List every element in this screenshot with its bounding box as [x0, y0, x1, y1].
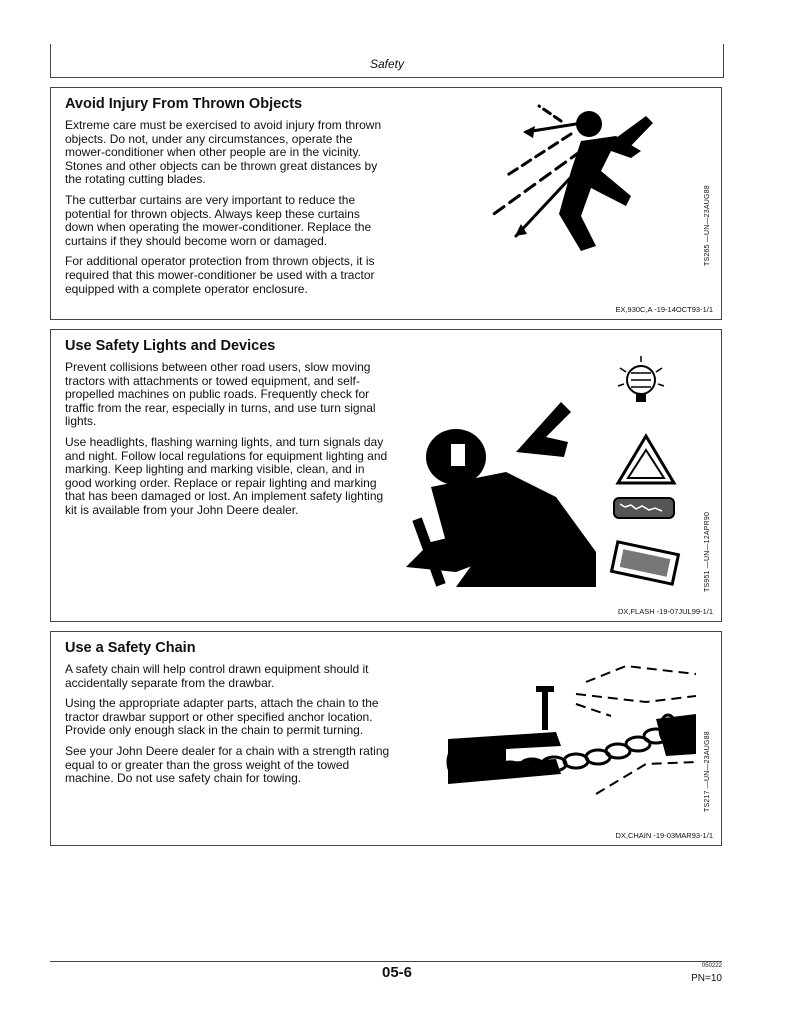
- paragraph: The cutterbar curtains are very important to reduce the potential for thrown objects. Always keep these curtains down when operating the mower-conditioner. Replace the curtains if they should become worn or damaged.: [65, 192, 372, 248]
- figure-id: TS265 —UN—23AUG88: [704, 185, 711, 266]
- paragraph: Prevent collisions between other road users, slow moving tractors with attachments or towed equipment, and self-propelled machines on public roads. Frequently check for traffic from the rear, especially in turns, and use turn signal lights.: [65, 360, 376, 429]
- figure-id: TS951 —UN—12APR90: [704, 511, 711, 592]
- paragraph: See your John Deere dealer for a chain with a strength rating equal to or greater than the gross weight of the towed machine. Do not use safety chain for towing.: [65, 743, 390, 786]
- safety-devices-icons: [606, 348, 686, 598]
- flashing-light-icon: [618, 356, 664, 402]
- section-text: [65, 663, 390, 793]
- figure-id: TS217 —UN—23AUG88: [704, 731, 711, 812]
- document-code: EX,930C,A -19-14OCT93-1/1: [615, 305, 713, 314]
- paragraph: Using the appropriate adapter parts, attach the chain to the tractor drawbar support or other specified anchor location. Provide only enough slack in the chain to permit turning.: [65, 696, 379, 738]
- revision-code: 050222: [701, 963, 722, 969]
- reflective-tape-icon: [614, 498, 674, 518]
- section-text: [65, 119, 390, 303]
- thrown-objects-illustration: [431, 96, 681, 256]
- pn-label: PN=10: [691, 973, 722, 984]
- operator-illustration: [396, 382, 621, 587]
- document-code: DX,FLASH -19-07JUL99-1/1: [617, 607, 713, 616]
- section-title: Use Safety Lights and Devices: [65, 338, 276, 354]
- page-header: [50, 44, 724, 78]
- section-text: [65, 361, 390, 525]
- section-title: Use a Safety Chain: [65, 640, 196, 656]
- paragraph: Extreme care must be exercised to avoid injury from thrown objects. Do not, under any circumstances, operate the mower-conditioner when other people are in the vicinity. Stones and other objects can be thrown great distances by the rotating cutting blades.: [65, 118, 382, 187]
- smv-triangle-icon: [618, 436, 674, 483]
- section-title: Avoid Injury From Thrown Objects: [65, 96, 303, 112]
- section-safety-lights: [50, 329, 722, 622]
- safety-chain-illustration: [396, 644, 696, 804]
- header-title: Safety: [369, 57, 405, 71]
- section-safety-chain: [50, 631, 722, 846]
- footer-rule: [50, 961, 722, 962]
- document-code: DX,CHAIN -19-03MAR93-1/1: [615, 831, 713, 840]
- section-thrown-objects: [50, 87, 722, 320]
- paragraph: Use headlights, flashing warning lights, and turn signals day and night. Follow local regulations for equipment lighting and marking. Keep lighting and marking visible, clean, and in good working order. Replace or repair lighting and marking that has been damaged or lost. An implement safety lighting kit is available from your John Deere dealer.: [65, 434, 388, 517]
- paragraph: For additional operator protection from thrown objects, it is required that this mower-conditioner be used with a tractor equipped with a complete operator enclosure.: [65, 254, 375, 296]
- reflector-icon: [612, 542, 679, 584]
- paragraph: A safety chain will help control drawn equipment should it accidentally separate from the drawbar.: [65, 662, 369, 690]
- page-number: 05-6: [381, 964, 413, 981]
